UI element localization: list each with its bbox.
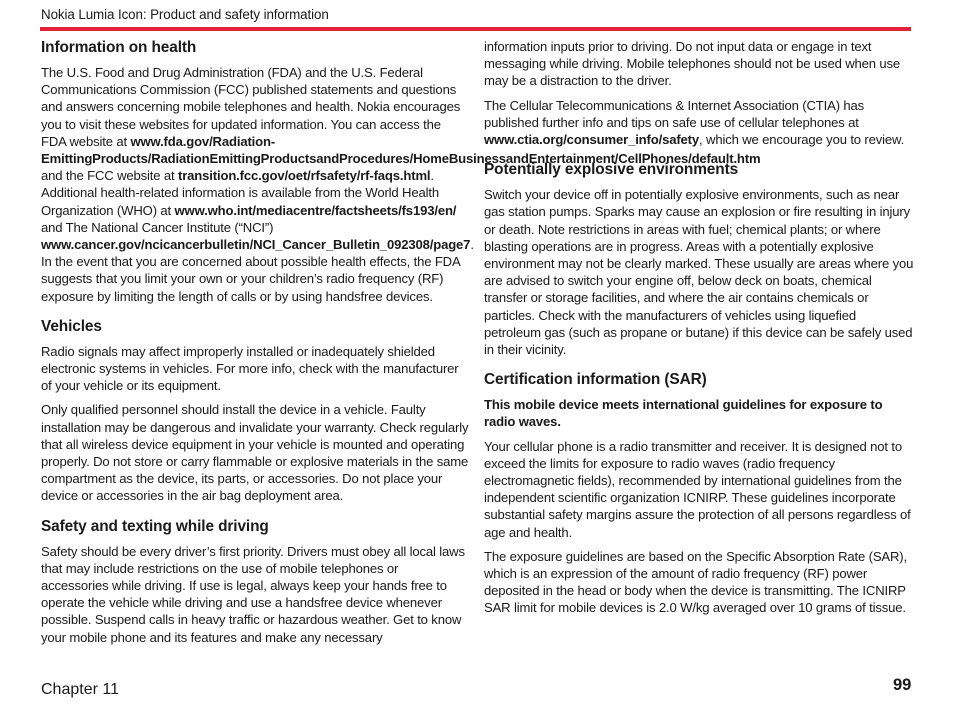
- paragraph-vehicles-1: Radio signals may affect improperly installed or inadequately shielded electronic systems in vehicles. For more info, check with the manufacturer of your vehicle or its equipment.: [41, 343, 459, 394]
- ctia-text-2: , which we encourage you to review.: [699, 132, 905, 148]
- paragraph-ctia: [484, 97, 914, 149]
- paragraph-driving-2: information inputs prior to driving. Do not input data or engage in text messaging while driving. Mobile telephones should not be used when use may be a distraction to the driver.: [484, 39, 901, 89]
- right-column: [484, 38, 914, 624]
- section-explosive: [484, 160, 914, 358]
- paragraph-driving-1: Safety should be every driver’s first priority. Drivers must obey all local laws that may include restrictions on the use of mobile telephones or accessories while driving. If use is legal, always keep your hands free to operate the vehicle while driving and use a handsfree device whenever possible. Suspend calls in heavy traffic or hazardous weather. Get to know your mobile phone and its features and make any necessary: [41, 543, 465, 645]
- section-heading-sar: Certification information (SAR): [484, 371, 707, 389]
- fda-link[interactable]: www.fda.gov/Radiation-EmittingProducts/RadiationEmittingProductsandProcedures/HomeBusinessandEntertainment/CellPhones/default.htm: [41, 133, 761, 167]
- nci-link[interactable]: www.cancer.gov/ncicancerbulletin/NCI_Cancer_Bulletin_092308/page7: [41, 237, 471, 253]
- section-driving: [41, 517, 469, 646]
- header-rule: [40, 27, 911, 31]
- section-sar: [484, 370, 914, 616]
- section-heading-driving: Safety and texting while driving: [41, 517, 269, 535]
- ctia-text-1: The Cellular Telecommunications & Internet Association (CTIA) has published further info and tips on safe use of cellular telephones at: [484, 97, 865, 130]
- paragraph-explosive: Switch your device off in potentially explosive environments, such as near gas station pumps. Sparks may cause an explosion or fire resulting in injury or death. Note restrictions in areas with fuel; chemical plants; or where blasting operations are in progress. Areas with a potentially explosive environment may not be clearly marked. These usually are areas where you are advised to switch your engine off, below deck on boats, chemical transfer or storage facilities, and where the air contains chemicals or particles. Check with the manufacturers of vehicles using liquefied petroleum gas (such as propane or butane) if this device can be safely used in their vicinity.: [484, 187, 914, 358]
- page-number: 99: [893, 676, 912, 694]
- section-heading-explosive: Potentially explosive environments: [484, 161, 739, 179]
- section-heading-health: Information on health: [41, 39, 197, 56]
- paragraph-sar-1: Your cellular phone is a radio transmitter and receiver. It is designed not to exceed the limits for exposure to radio waves (radio frequency electromagnetic fields), recommended by international guidelines from the independent scientific organization ICNIRP. These guidelines incorporate substantial safety margins assure the protection of all persons regardless of age and health.: [484, 438, 911, 540]
- section-driving-continued: [484, 38, 914, 148]
- document-header-title: Nokia Lumia Icon: Product and safety information: [41, 7, 329, 22]
- paragraph-sar-lead: This mobile device meets international guidelines for exposure to radio waves.: [484, 397, 883, 430]
- paragraph-vehicles-2: Only qualified personnel should install the device in a vehicle. Faulty installation may be dangerous and invalidate your warranty. Check regularly that all wireless device equipment in your vehicle is mounted and operating properly. Do not store or carry flammable or explosive materials in the same compartment as the device, its parts, or accessories. Do not place your device or accessories in the air bag deployment area.: [41, 402, 469, 504]
- ctia-link[interactable]: www.ctia.org/consumer_info/safety: [484, 132, 700, 148]
- health-text-4: and The National Cancer Institute (“NCI”): [41, 219, 274, 235]
- health-text-3: . Additional health-related information is available from the World Health Organization (WHO) at: [41, 168, 439, 218]
- footer-chapter: Chapter 11: [41, 681, 119, 698]
- fcc-link[interactable]: transition.fcc.gov/oet/rfsafety/rf-faqs.html: [178, 168, 431, 184]
- health-text-2: and the FCC website at: [41, 168, 179, 184]
- health-text-5: . In the event that you are concerned about possible health effects, the FDA suggests that you limit your own or your children’s radio frequency (RF) exposure by limiting the length of calls or by using handsfree devices.: [41, 237, 474, 304]
- section-vehicles: [41, 317, 469, 505]
- paragraph-sar-2: The exposure guidelines are based on the Specific Absorption Rate (SAR), which is an expression of the amount of radio frequency (RF) power deposited in the head or body when the device is transmitting. The ICNIRP SAR limit for mobile devices is 2.0 W/kg averaged over 10 grams of tissue.: [484, 548, 908, 616]
- who-link[interactable]: www.who.int/mediacentre/factsheets/fs193/en/: [174, 202, 457, 218]
- health-text-1: The U.S. Food and Drug Administration (FDA) and the U.S. Federal Communications Commission (FCC) published statements and questions and answers concerning mobile telephones and health. Nokia encourages you to visit these websites for updated information. You can access the FDA website at: [41, 65, 461, 149]
- section-heading-vehicles: Vehicles: [41, 317, 102, 335]
